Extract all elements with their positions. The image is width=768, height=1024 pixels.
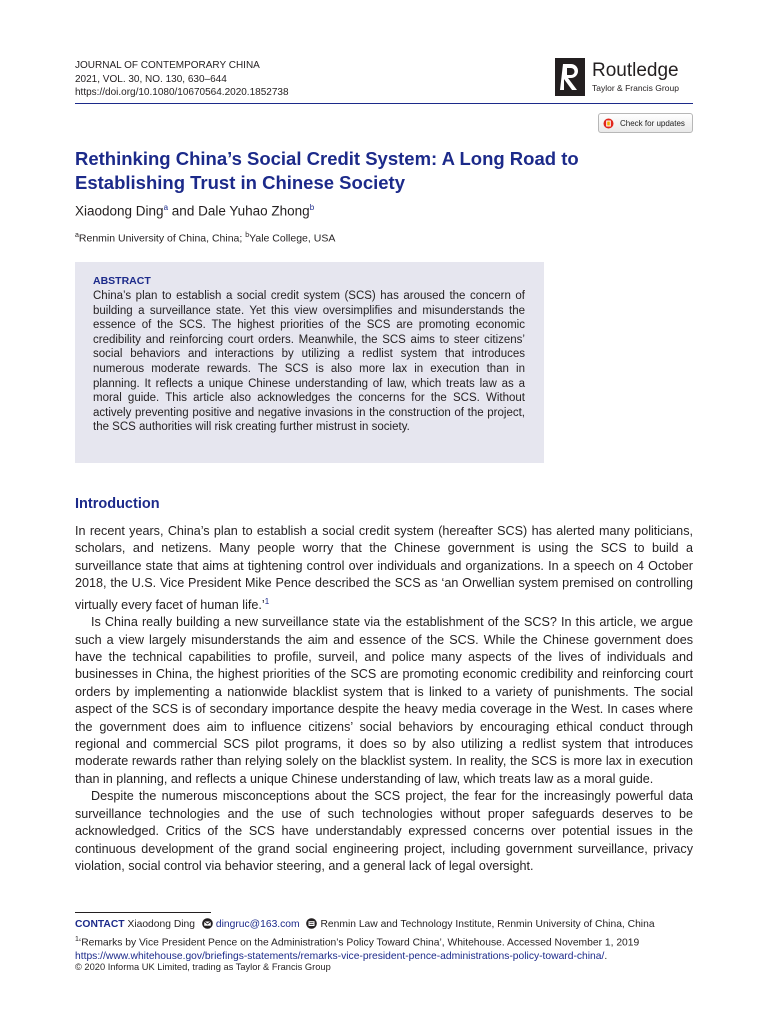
journal-name: JOURNAL OF CONTEMPORARY CHINA: [75, 60, 260, 71]
check-updates-button[interactable]: [598, 113, 693, 133]
abstract-text: China’s plan to establish a social credit system (SCS) has aroused the concern of building a surveillance state. Yet this view oversimplifies and misunderstands the essence of the SCS. The highest priorities of the SCS are promoting economic credibility and reinforcing court orders. Meanwhile, the SCS aims to steer citizens’ social behaviors and interactions by utilizing a redlist system that introduces numerous moderate rewards. The SCS is also more lax in execution than in planning. It reflects a unique Chinese understanding of law, which treats law as a moral guide. This article also acknowledges the concerns for the SCS. Without actively preventing positive and negative invasions in the construction of the project, the SCS authorities will risk creating further mistrust in society.: [93, 290, 525, 434]
check-updates-label: Check for updates: [620, 118, 685, 128]
footnote-ref[interactable]: 1: [264, 596, 270, 606]
publisher-group: Taylor & Francis Group: [592, 83, 679, 93]
copyright: © 2020 Informa UK Limited, trading as Taylor & Francis Group: [75, 962, 331, 972]
contact-label: CONTACT: [75, 919, 125, 930]
journal-header: [75, 59, 289, 100]
doi-link[interactable]: https://doi.org/10.1080/10670564.2020.1852738: [75, 87, 289, 98]
footnote-url-line: https://www.whitehouse.gov/briefings-statements/remarks-vice-president-pence-administrations-policy-toward-china/.: [75, 951, 608, 963]
paragraph: Is China really building a new surveillance state via the establishment of the SCS? In this article, we argue such a view largely misunderstands the aim and essence of the SCS. While the Chinese government does have the technical capabilities to profile, surveil, and police many aspects of the lives of individuals and businesses in China, the highest priorities of the SCS are promoting economic credibility and reinforcing court orders by implementing a nationwide blacklist system that is linked to a variety of punishments. The social aspect of the SCS is of secondary importance despite the heavy media coverage in the West. In cases where the government does aim to influence citizens’ social behaviors by encouraging ethical conduct through regional and commercial SCS pilot programs, it does so by also utilizing a redlist system that introduces moderate rewards rather than relying solely on the blacklist system. In reality, the SCS is more lax in execution than in planning, and reflects a unique Chinese understanding of law, which treats law as a moral guide.: [75, 615, 693, 786]
footnote-rule: [75, 912, 211, 913]
affiliation-marker[interactable]: a: [163, 203, 169, 212]
section-heading: Introduction: [75, 496, 160, 512]
body-text: [75, 523, 693, 875]
contact-line: [75, 918, 695, 933]
affiliation-marker: b: [245, 232, 250, 239]
footnotes: [75, 918, 695, 965]
paragraph: In recent years, China’s plan to establish a social credit system (hereafter SCS) has alerted many politicians, scholars, and netizens. Many people worry that the Chinese government is using the SCS to build a surveillance state that aims at tightening control over individuals and organizations. In a speech on 4 October 2018, the U.S. Vice President Mike Pence described the SCS as ‘an Orwellian system premised on controlling virtually every facet of human life.’$^1$: [75, 524, 693, 612]
abstract-heading: ABSTRACT: [93, 275, 151, 287]
affiliation: Yale College, USA: [249, 232, 336, 245]
crossmark-icon: [603, 118, 614, 129]
author-line: [75, 203, 314, 219]
affiliation-marker[interactable]: b: [309, 203, 315, 212]
footnote-number: 1: [75, 935, 79, 943]
footnote-text: ‘Remarks by Vice President Pence on the Administration’s Policy Toward China’, Whitehouse. Accessed November 1, 2019: [78, 936, 640, 948]
email-link[interactable]: dingruc@163.com: [215, 919, 300, 930]
paragraph: Despite the numerous misconceptions about the SCS project, the fear for the increasingly powerful data surveillance technologies and the use of such technologies without proper safeguards deserves to be acknowledged. Critics of the SCS have understandably expressed concerns over potential issues in the continuous development of the grand social engineering project, including government surveillance, privacy violation, social control via behavior steering, and a general lack of legal oversight.: [75, 789, 693, 873]
publisher-logo[interactable]: [555, 58, 695, 98]
contact-name: Xiaodong Ding: [127, 919, 196, 930]
article-title: Rethinking China’s Social Credit System: A Long Road to Establishing Trust in Chinese Society: [75, 148, 579, 193]
author-name[interactable]: Dale Yuhao Zhong: [198, 203, 310, 219]
author-conjunction: and: [171, 203, 195, 219]
affiliations: [75, 232, 335, 245]
contact-address: Renmin Law and Technology Institute, Renmin University of China, China: [320, 919, 655, 930]
footnote-url[interactable]: https://www.whitehouse.gov/briefings-statements/remarks-vice-president-pence-administrations-policy-toward-china/: [75, 951, 605, 963]
affiliation: Renmin University of China, China;: [78, 232, 243, 245]
journal-citation: 2021, VOL. 30, NO. 130, 630–644: [75, 73, 227, 85]
footnote: [75, 933, 695, 951]
publisher-name: Routledge: [592, 60, 679, 81]
routledge-logo-icon: [555, 58, 585, 96]
affiliation-marker: a: [75, 232, 79, 239]
header-rule: [75, 103, 693, 104]
abstract-box: [75, 262, 544, 463]
envelope-icon: [201, 918, 214, 929]
address-icon: [305, 918, 318, 929]
author-name[interactable]: Xiaodong Ding: [75, 203, 164, 219]
